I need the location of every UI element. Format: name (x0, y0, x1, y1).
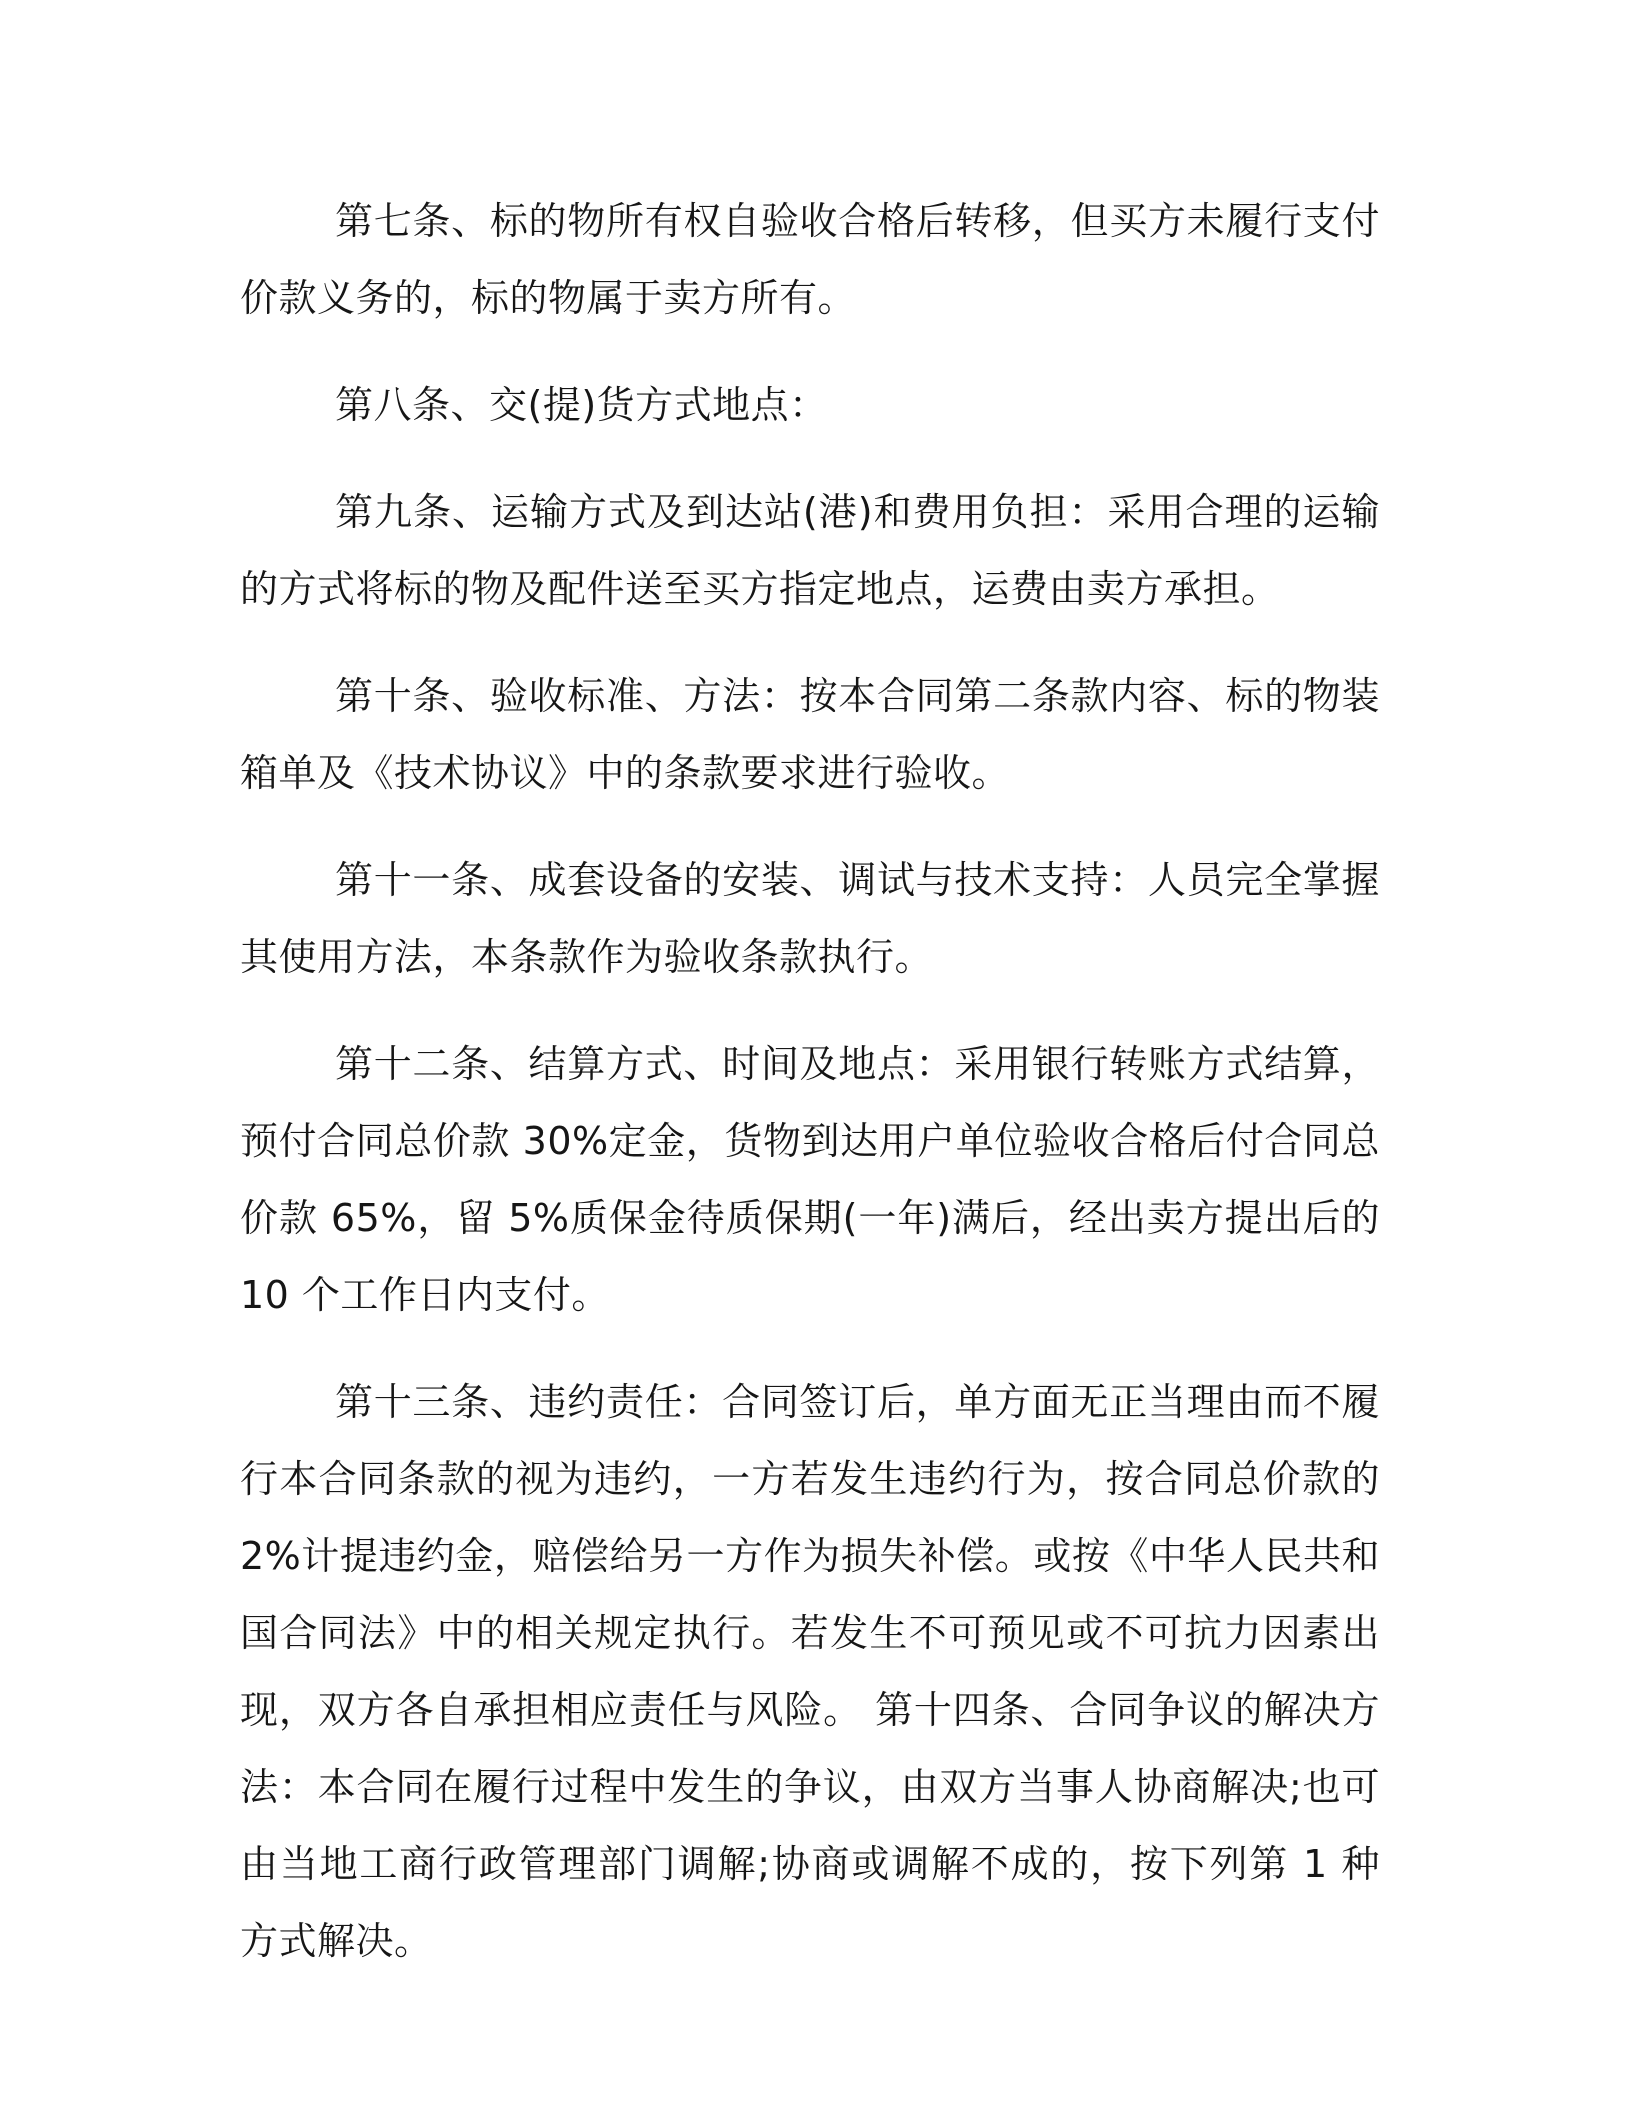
article-12-paragraph: 第十二条、结算方式、时间及地点：采用银行转账方式结算，预付合同总价款 30%定金，货物到达用户单位验收合格后付合同总价款 65%，留 5%质保金待质保期(一年)满后，经出卖方提出后的 10 个工作日内支付。 (240, 1042, 1380, 1317)
document-page (240, 183, 1380, 2010)
article-11-paragraph: 第十一条、成套设备的安装、调试与技术支持：人员完全掌握其使用方法，本条款作为验收条款执行。 (240, 858, 1380, 979)
article-10-paragraph: 第十条、验收标准、方法：按本合同第二条款内容、标的物装箱单及《技术协议》中的条款要求进行验收。 (240, 674, 1380, 795)
article-8-paragraph: 第八条、交(提)货方式地点： (335, 383, 828, 427)
article-13-14-paragraph: 第十三条、违约责任：合同签订后，单方面无正当理由而不履行本合同条款的视为违约，一方若发生违约行为，按合同总价款的 2%计提违约金，赔偿给另一方作为损失补偿。或按《中华人民共和国合同法》中的相关规定执行。若发生不可预见或不可抗力因素出现，双方各自承担相应责任与风险。 第十四条、合同争议的解决方法：本合同在履行过程中发生的争议，由双方当事人协商解决;也可由当地工商行政管理部门调解;协商或调解不成的，按下列第 1 种方式解决。 (240, 1380, 1380, 1963)
article-7-paragraph: 第七条、标的物所有权自验收合格后转移，但买方未履行支付价款义务的，标的物属于卖方所有。 (240, 199, 1380, 320)
article-9-paragraph: 第九条、运输方式及到达站(港)和费用负担：采用合理的运输的方式将标的物及配件送至买方指定地点，运费由卖方承担。 (240, 490, 1380, 611)
